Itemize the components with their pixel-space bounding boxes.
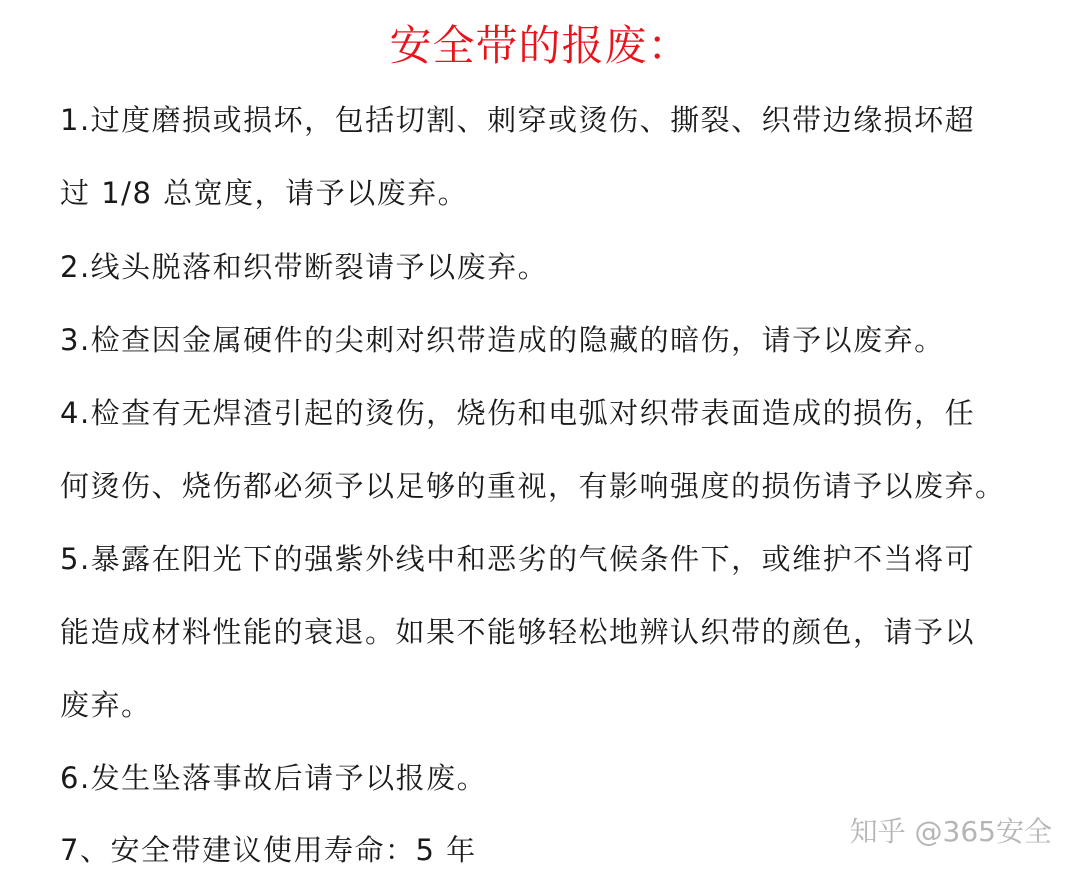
text-line-4: 3.检查因金属硬件的尖刺对织带造成的隐藏的暗伤，请予以废弃。: [60, 323, 945, 357]
text-line-7: 5.暴露在阳光下的强紫外线中和恶劣的气候条件下，或维护不当将可: [60, 542, 976, 576]
text-line-11: 7、安全带建议使用寿命：5 年: [60, 833, 477, 867]
text-line-9: 废弃。: [60, 688, 152, 722]
text-line-1: 1.过度磨损或损坏，包括切割、刺穿或烫伤、撕裂、织带边缘损坏超: [60, 103, 976, 137]
watermark: 知乎 @365安全: [849, 815, 1052, 848]
text-line-3: 2.线头脱落和织带断裂请予以废弃。: [60, 250, 549, 284]
text-line-5: 4.检查有无焊渣引起的烫伤，烧伤和电弧对织带表面造成的损伤，任: [60, 396, 976, 430]
text-line-8: 能造成材料性能的衰退。如果不能够轻松地辨认织带的颜色，请予以: [60, 615, 976, 649]
text-line-10: 6.发生坠落事故后请予以报废。: [60, 761, 488, 795]
text-line-6: 何烫伤、烧伤都必须予以足够的重视，有影响强度的损伤请予以废弃。: [60, 469, 1006, 503]
text-line-2: 过 1/8 总宽度，请予以废弃。: [60, 176, 469, 210]
document-title: 安全带的报废：: [389, 21, 691, 70]
